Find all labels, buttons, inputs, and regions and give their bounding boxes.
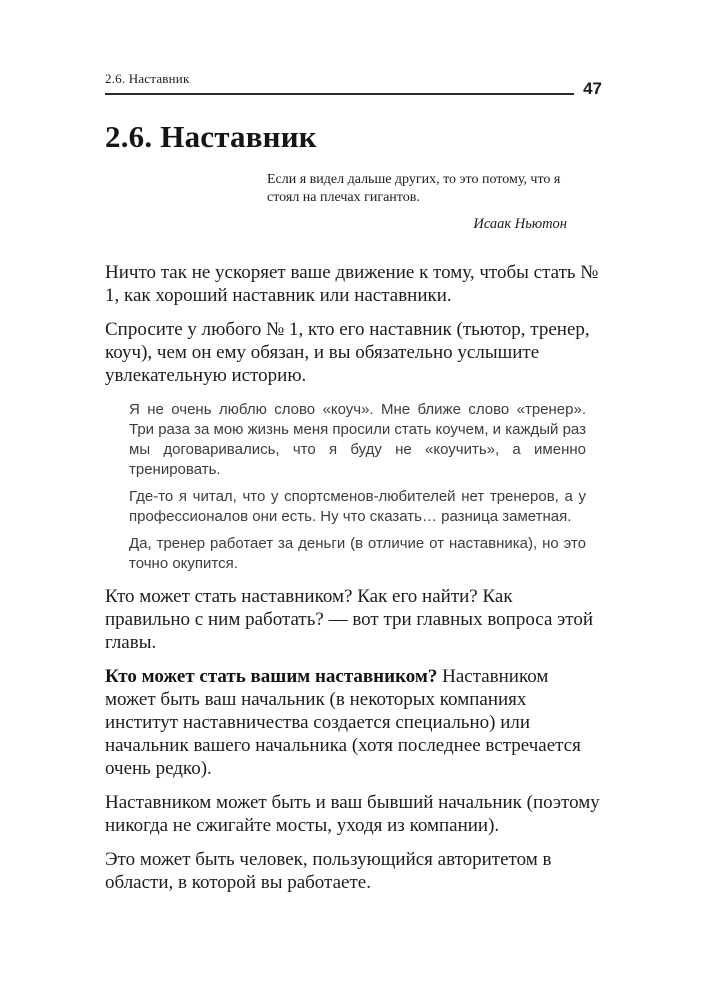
paragraph-4-rest: Наставником может быть ваш начальник (в некоторых компаниях институт наставничества создается специально) или начальник вашего начальника (хотя последнее встречается очень редко). — [105, 666, 581, 779]
paragraph-1: Ничто так не ускоряет ваше движение к тому, чтобы стать № 1, как хороший наставник или наставники. — [105, 262, 599, 306]
author-aside-block — [129, 400, 586, 574]
running-head: 2.6. Наставник — [105, 71, 190, 86]
epigraph-attribution: Исаак Ньютон — [473, 216, 567, 232]
paragraph-6: Это может быть человек, пользующийся авторитетом в области, в которой вы работаете. — [105, 849, 552, 893]
paragraph-2: Спросите у любого № 1, кто его наставник (тьютор, тренер, коуч), чем он ему обязан, и вы обязательно услышите увлекательную историю. — [105, 319, 590, 386]
epigraph — [267, 171, 567, 233]
paragraph-4-lead: Кто может стать вашим наставником? — [105, 666, 438, 687]
page-header — [105, 70, 602, 98]
page-number: 47 — [583, 79, 602, 98]
header-rule — [105, 70, 574, 95]
epigraph-text: Если я видел дальше других, то это потому, что я стоял на плечах гигантов. — [267, 172, 561, 205]
chapter-title: 2.6. Наставник — [105, 119, 317, 154]
aside-paragraph-2: Где-то я читал, что у спортсменов-любителей нет тренеров, а у профессионалов они есть. Ну что сказать… разница заметная. — [129, 488, 586, 525]
paragraph-3: Кто может стать наставником? Как его найти? Как правильно с ним работать? — вот три главных вопроса этой главы. — [105, 586, 594, 653]
aside-paragraph-3: Да, тренер работает за деньги (в отличие от наставника), но это точно окупится. — [129, 535, 586, 572]
paragraph-4 — [105, 665, 602, 780]
aside-paragraph-1: Я не очень люблю слово «коуч». Мне ближе слово «тренер». Три раза за мою жизнь меня просили стать коучем, и каждый раз мы договаривались, что я буду не «коучить», а именно тренировать. — [129, 401, 586, 478]
paragraph-5: Наставником может быть и ваш бывший начальник (поэтому никогда не сжигайте мосты, уходя из компании). — [105, 792, 600, 836]
